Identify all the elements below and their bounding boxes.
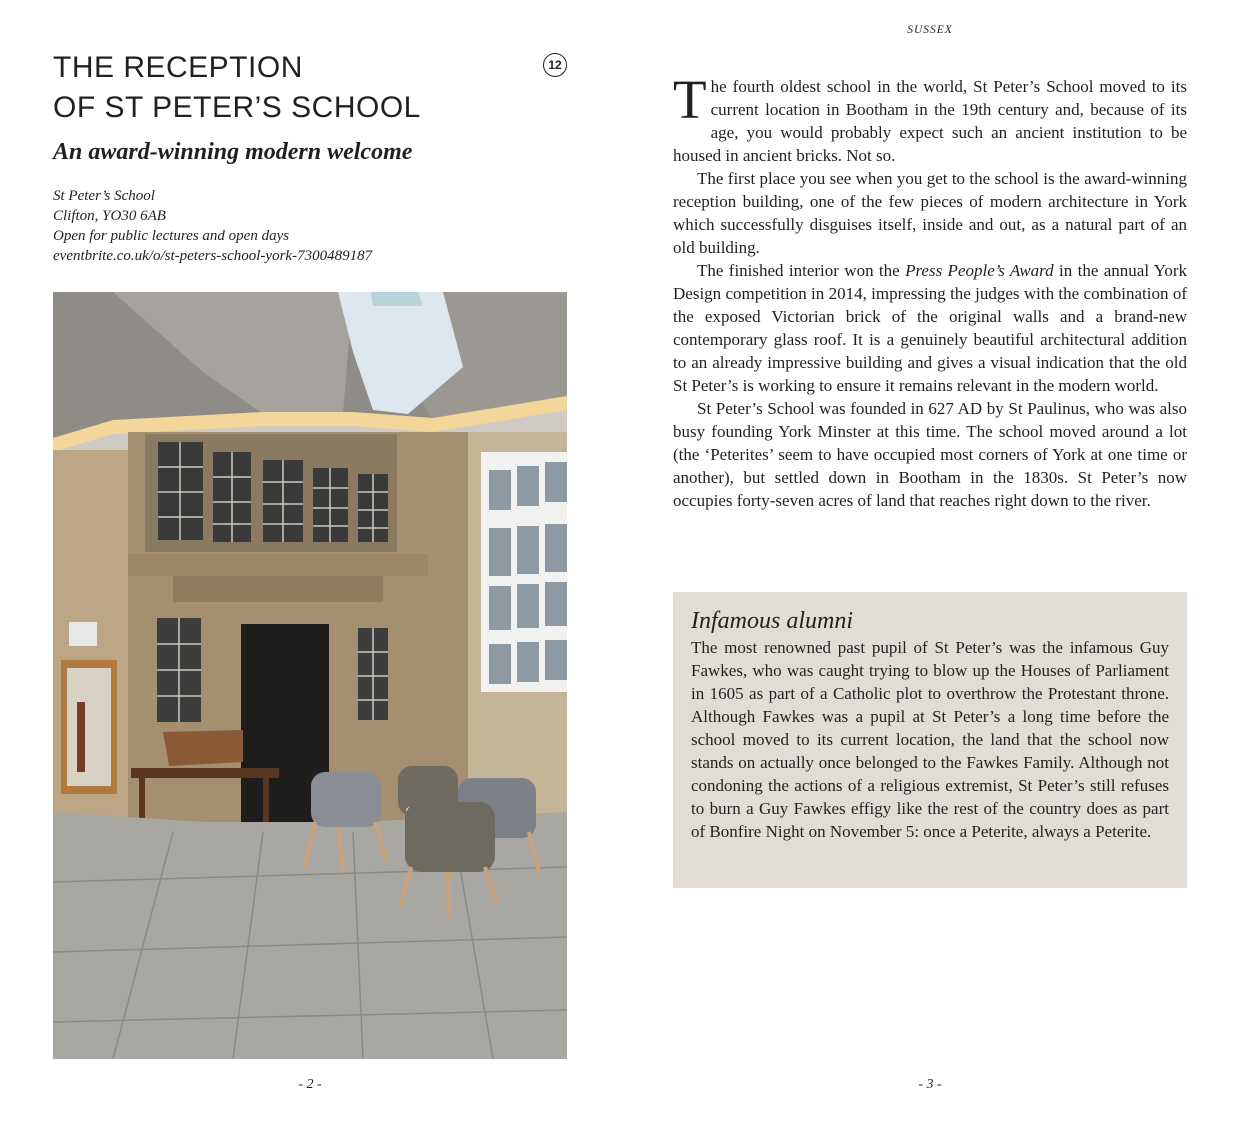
drop-cap: T: [673, 69, 707, 130]
entry-title-line-2: OF ST PETER’S SCHOOL: [53, 91, 421, 124]
location-address: Clifton, YO30 6AB: [53, 208, 166, 224]
box-title: Infamous alumni: [691, 608, 853, 634]
reception-photo: [53, 292, 567, 1059]
paragraph-1-text: he fourth oldest school in the world, St Peter’s School moved to its current location in Bootham in the 19th century and, because of its age, you would probably expect such an ancient institution to be housed in ancient bricks. Not so.: [673, 77, 1187, 165]
right-page: [620, 0, 1240, 1122]
box-text: The most renowned past pupil of St Peter’s was the infamous Guy Fawkes, who was caught trying to blow up the Houses of Parliament in 1605 as part of a Catholic plot to overthrow the Protestant throne. Although Fawkes was a pupil at St Peter’s a long time before the school moved to its current location, the land that the school now stands on actually once belonged to the Fawkes Family. Although not condoning the actions of a religious extremist, St Peter’s still refuses to burn a Guy Fawkes effigy like the rest of the country does as part of Bonfire Night on November 5: once a Peterite, always a Peterite.: [691, 638, 1169, 841]
paragraph-3-before: The finished interior won the: [697, 261, 906, 280]
infamous-alumni-box: [673, 592, 1187, 888]
entry-title: [53, 48, 421, 128]
entry-number-badge: 12: [543, 53, 567, 77]
paragraph-1: [673, 69, 1187, 167]
location-info: [53, 186, 372, 266]
running-head: SUSSEX: [907, 24, 953, 36]
paragraph-3-after: in the annual York Design competition in 2014, impressing the judges with the combination of the exposed Victorian brick of the original walls and a brand-new contemporary glass roof. It is a genuinely beautiful architectural addition to an already impressive building and gives a visual indication that the old St Peter’s is working to ensure it remains relevant in the modern world.: [673, 261, 1187, 395]
paragraph-2: The first place you see when you get to the school is the award-winning reception building, one of the few pieces of modern architecture in York which successfully disguises itself, inside and out, as a natural part of an old building.: [673, 169, 1187, 257]
page-number-left: - 2 -: [298, 1077, 322, 1092]
award-name: Press People’s Award: [905, 261, 1054, 280]
paragraph-4: St Peter’s School was founded in 627 AD by St Paulinus, who was also busy founding York Minster at this time. The school moved around a lot (the ‘Peterites’ seem to have occupied most corners of York at one time or another), but settled down in Bootham in the 1830s. St Peter’s now occupies forty-seven acres of land that reaches right down to the river.: [673, 399, 1187, 510]
location-url[interactable]: eventbrite.co.uk/o/st-peters-school-york-7300489187: [53, 248, 373, 264]
entry-subtitle: An award-winning modern welcome: [53, 139, 413, 165]
location-hours: Open for public lectures and open days: [53, 228, 290, 244]
page-number-right: - 3 -: [918, 1077, 942, 1092]
reception-photo-illustration: [53, 292, 567, 1059]
entry-title-line-1: THE RECEPTION: [53, 51, 303, 84]
paragraph-3: [673, 259, 1187, 397]
location-name: St Peter’s School: [53, 188, 155, 204]
article-body: [673, 69, 1187, 512]
